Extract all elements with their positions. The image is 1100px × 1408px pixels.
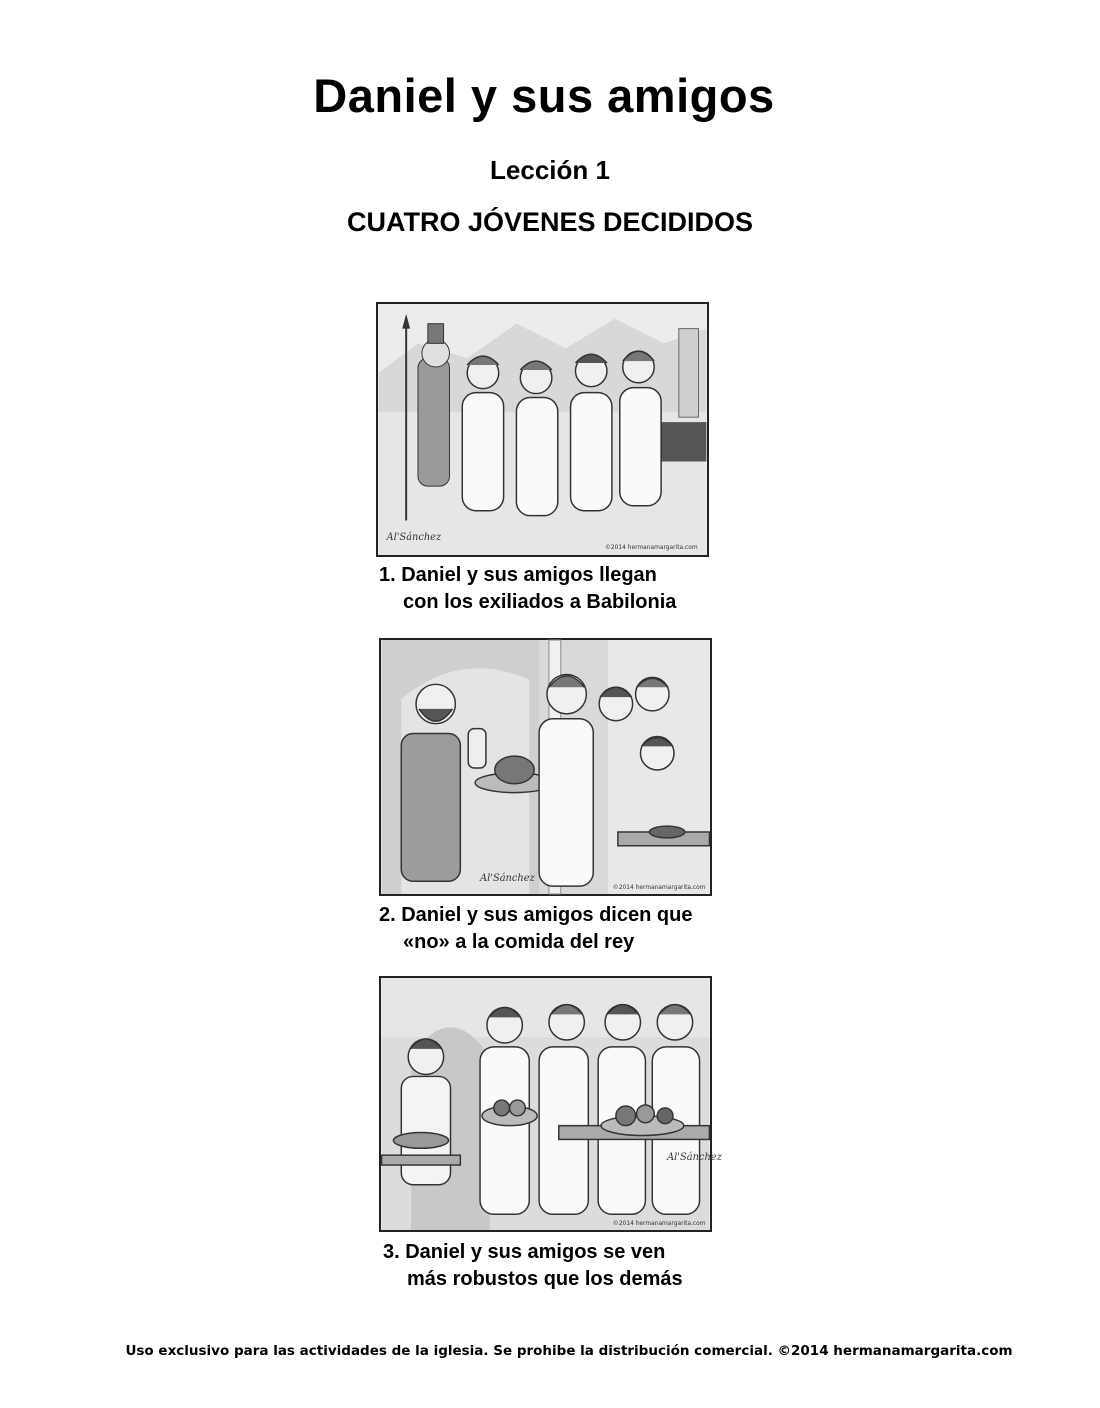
copyright-1: ©2014 hermanamargarita.com xyxy=(605,545,698,552)
lesson-number: Lección 1 xyxy=(490,155,610,185)
signature-3: Al'Sánchez xyxy=(667,1152,722,1164)
caption-3-line1: 3. Daniel y sus amigos se ven xyxy=(383,1241,666,1263)
royal-food-illustration xyxy=(381,640,710,894)
illustration-panel-2 xyxy=(379,638,712,896)
copyright-3: ©2014 hermanamargarita.com xyxy=(612,1221,706,1228)
copyright-2: ©2014 hermanamargarita.com xyxy=(612,885,706,892)
lesson-subtitle: CUATRO JÓVENES DECIDIDOS xyxy=(346,207,754,237)
caption-2-line2: «no» a la comida del rey xyxy=(403,931,635,953)
illustration-panel-3 xyxy=(379,976,722,1232)
caption-3-line2: más robustos que los demás xyxy=(407,1268,683,1290)
page-title: Daniel y sus amigos xyxy=(313,69,775,122)
illustration-panel-1 xyxy=(376,302,709,557)
signature-1: Al'Sánchez xyxy=(386,532,442,544)
caption-2-line1: 2. Daniel y sus amigos dicen que xyxy=(379,904,693,926)
eating-vegetables-illustration xyxy=(381,978,722,1230)
copyright-footer: Uso exclusivo para las actividades de la iglesia. Se prohibe la distribución comercial. ©2014 hermanamargarita.com xyxy=(125,1343,1013,1359)
caption-2 xyxy=(379,902,692,956)
caption-1-line2: con los exiliados a Babilonia xyxy=(403,591,677,613)
caption-1 xyxy=(379,562,676,616)
caption-3 xyxy=(383,1239,683,1293)
exiles-walking-illustration xyxy=(378,304,707,555)
signature-2: Al'Sánchez xyxy=(480,873,535,885)
caption-1-line1: 1. Daniel y sus amigos llegan xyxy=(379,564,657,586)
